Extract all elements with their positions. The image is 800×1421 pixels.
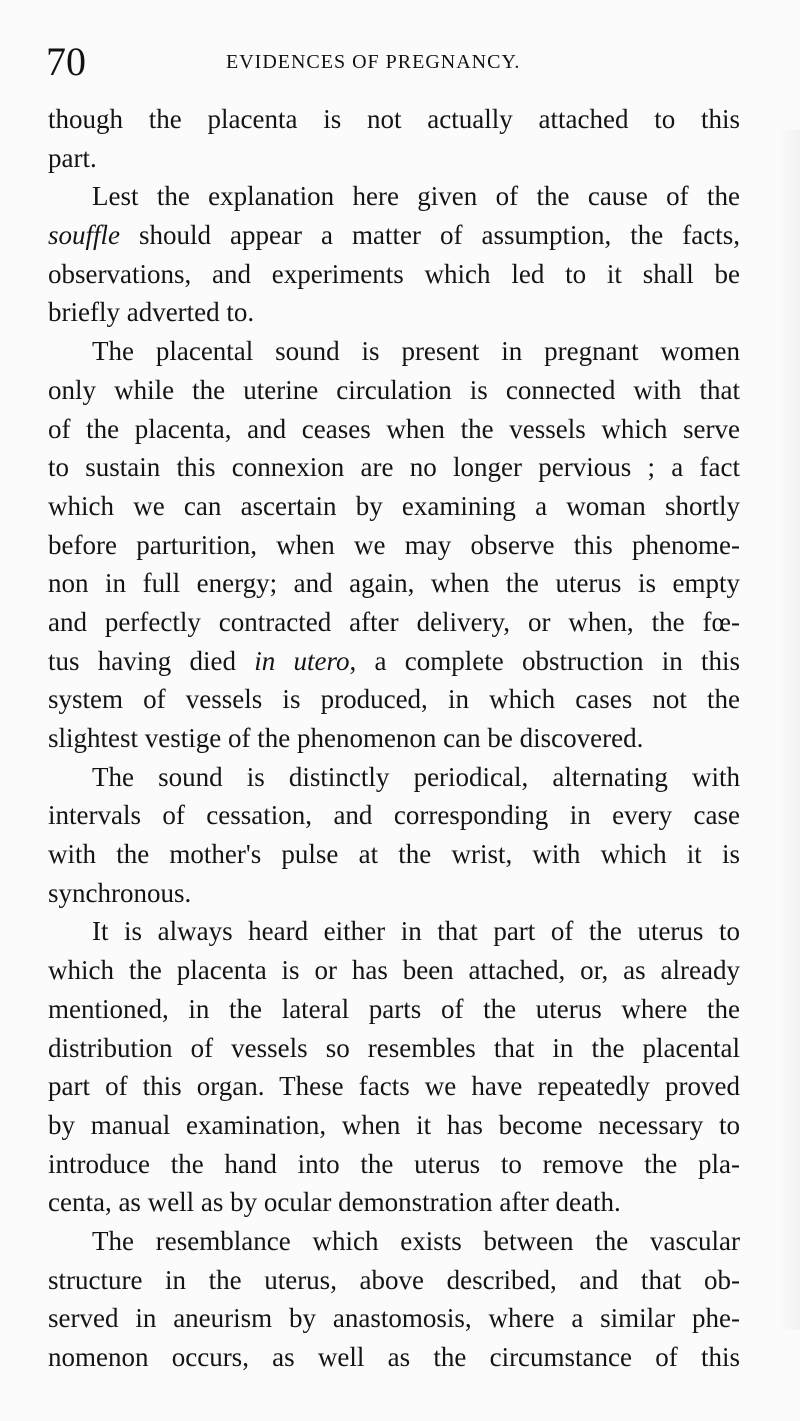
text-line: served in aneurism by anastomosis, where a similar phe- [48, 1303, 740, 1334]
running-head: EVIDENCES OF PREGNANCY. [226, 51, 521, 73]
page-number: 70 [46, 39, 86, 84]
text-line: Lest the explanation here given of the cause of the [92, 181, 740, 212]
text-line: structure in the uterus, above described, and that ob- [48, 1264, 740, 1295]
text-line: distribution of vessels so resembles that in the placental [48, 1032, 740, 1063]
text-line: part of this organ. These facts we have repeatedly proved [48, 1071, 740, 1102]
text-line: souffle should appear a matter of assumption, the facts, [48, 220, 740, 251]
text-line: which the placenta is or has been attached, or, as already [48, 955, 740, 986]
text-line: nomenon occurs, as well as the circumstance of this [48, 1342, 740, 1372]
text-line: The sound is distinctly periodical, alternating with [92, 761, 740, 792]
text-line: observations, and experiments which led to it shall be [48, 258, 740, 289]
text-line: before parturition, when we may observe this phenome- [48, 529, 740, 560]
text-line: intervals of cessation, and corresponding in every case [48, 800, 740, 831]
text-line: by manual examination, when it has become necessary to [48, 1109, 740, 1140]
text-line: and perfectly contracted after delivery, or when, the fœ- [48, 606, 740, 637]
text-line: introduce the hand into the uterus to remove the pla- [48, 1148, 740, 1179]
text-line: It is always heard either in that part of the uterus to [92, 916, 740, 947]
text-line: mentioned, in the lateral parts of the uterus where the [48, 993, 740, 1024]
text-line: tus having died in utero, a complete obstruction in this [48, 645, 740, 676]
text-line: synchronous. [48, 877, 192, 908]
text-line: centa, as well as by ocular demonstration after death. [48, 1187, 621, 1218]
text-line: briefly adverted to. [48, 297, 255, 328]
text-line: though the placenta is not actually attached to this [48, 104, 740, 134]
body-text [48, 100, 740, 1377]
page-header [46, 36, 746, 96]
text-line: which we can ascertain by examining a woman shortly [48, 490, 740, 521]
text-line: only while the uterine circulation is connected with that [48, 374, 740, 405]
text-line: with the mother's pulse at the wrist, with which it is [48, 839, 740, 870]
text-line: The resemblance which exists between the vascular [92, 1225, 740, 1256]
text-line: to sustain this connexion are no longer pervious ; a fact [48, 452, 740, 483]
text-line: slightest vestige of the phenomenon can be discovered. [48, 723, 644, 753]
text-line: The placental sound is present in pregnant women [92, 336, 740, 367]
text-line: part. [48, 142, 97, 173]
text-line: system of vessels is produced, in which cases not the [48, 684, 740, 715]
text-line: non in full energy; and again, when the uterus is empty [48, 568, 740, 599]
text-line: of the placenta, and ceases when the vessels which serve [48, 413, 740, 444]
page-edge-shadow [778, 130, 800, 1330]
